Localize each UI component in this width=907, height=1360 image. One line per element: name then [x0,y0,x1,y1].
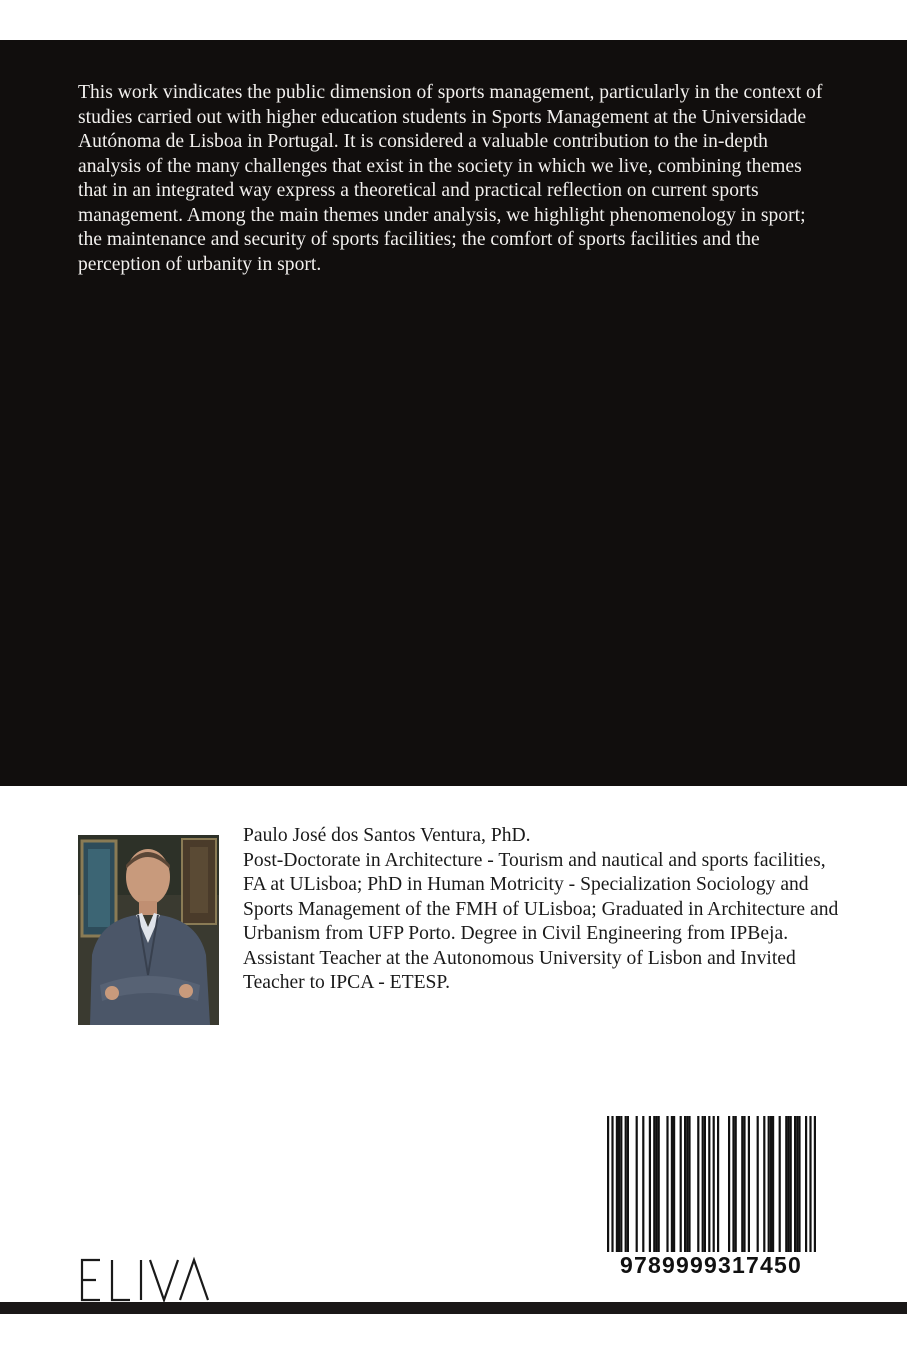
barcode-bar [697,1116,699,1252]
barcode-bar [673,1116,675,1252]
barcode-bar [798,1116,800,1252]
barcode-bar [757,1116,759,1252]
barcode-bar [748,1116,750,1252]
barcode-bar [728,1116,730,1252]
isbn-barcode-digits: 9789999317450 [595,1252,827,1278]
barcode-bar [805,1116,807,1252]
author-bio-block [243,824,843,996]
barcode-bar [702,1116,704,1252]
barcode-bar [686,1116,688,1252]
barcode-bar [655,1116,657,1252]
barcode-bar [768,1116,770,1252]
barcode-bar [649,1116,651,1252]
barcode-bar [779,1116,781,1252]
barcode-bar [763,1116,765,1252]
barcode-bar [616,1116,618,1252]
barcode-bar [653,1116,655,1252]
barcode-bar [625,1116,627,1252]
barcode-bar [796,1116,798,1252]
barcode-bar [741,1116,743,1252]
barcode-bar [704,1116,706,1252]
barcode-bar [666,1116,668,1252]
barcode-bar [680,1116,682,1252]
barcode-bar [743,1116,745,1252]
top-margin [0,0,907,40]
book-blurb: This work vindicates the public dimension of sports management, particularly in the context of studies carried out with higher education students in Sports Management at the Universidade Autónoma de Lisboa in Portugal. It is considered a valuable contribution to the in-depth analysis of the many challenges that exist in the society in which we live, combining themes that in an integrated way express a theoretical and practical reflection on current sports management. Among the main themes under analysis, we highlight phenomenology in sport; the maintenance and security of sports facilities; the comfort of sports facilities and the perception of urbanity in sport. [78,82,823,275]
author-photo [78,835,219,1025]
barcode-bar [772,1116,774,1252]
barcode-bar [636,1116,638,1252]
barcode-bar [618,1116,620,1252]
bottom-rule [0,1302,907,1314]
barcode-bar [658,1116,660,1252]
barcode-bar [770,1116,772,1252]
barcode-bar [732,1116,734,1252]
barcode-bar [717,1116,719,1252]
barcode-bar [785,1116,787,1252]
isbn-barcode [595,1114,827,1280]
barcode-bar [620,1116,622,1252]
barcode-bar [684,1116,686,1252]
author-name: Paulo José dos Santos Ventura, PhD. [243,825,531,846]
author-bio: Post-Doctorate in Architecture - Tourism and nautical and sports facilities, FA at ULisboa; PhD in Human Motricity - Specialization Sociology and Sports Management of the FMH of ULisboa; Graduated in Architecture and Urbanism from UFP Porto. Degree in Civil Engineering from IPBeja. Assistant Teacher at the Autonomous University of Lisbon and Invited Teacher to IPCA - ETESP. [243,849,839,993]
barcode-bar [787,1116,789,1252]
barcode-bar [794,1116,796,1252]
barcode-bar [642,1116,644,1252]
barcode-bar [735,1116,737,1252]
barcode-bar [627,1116,629,1252]
barcode-bar [790,1116,792,1252]
barcode-bar [671,1116,673,1252]
barcode-bar [688,1116,690,1252]
